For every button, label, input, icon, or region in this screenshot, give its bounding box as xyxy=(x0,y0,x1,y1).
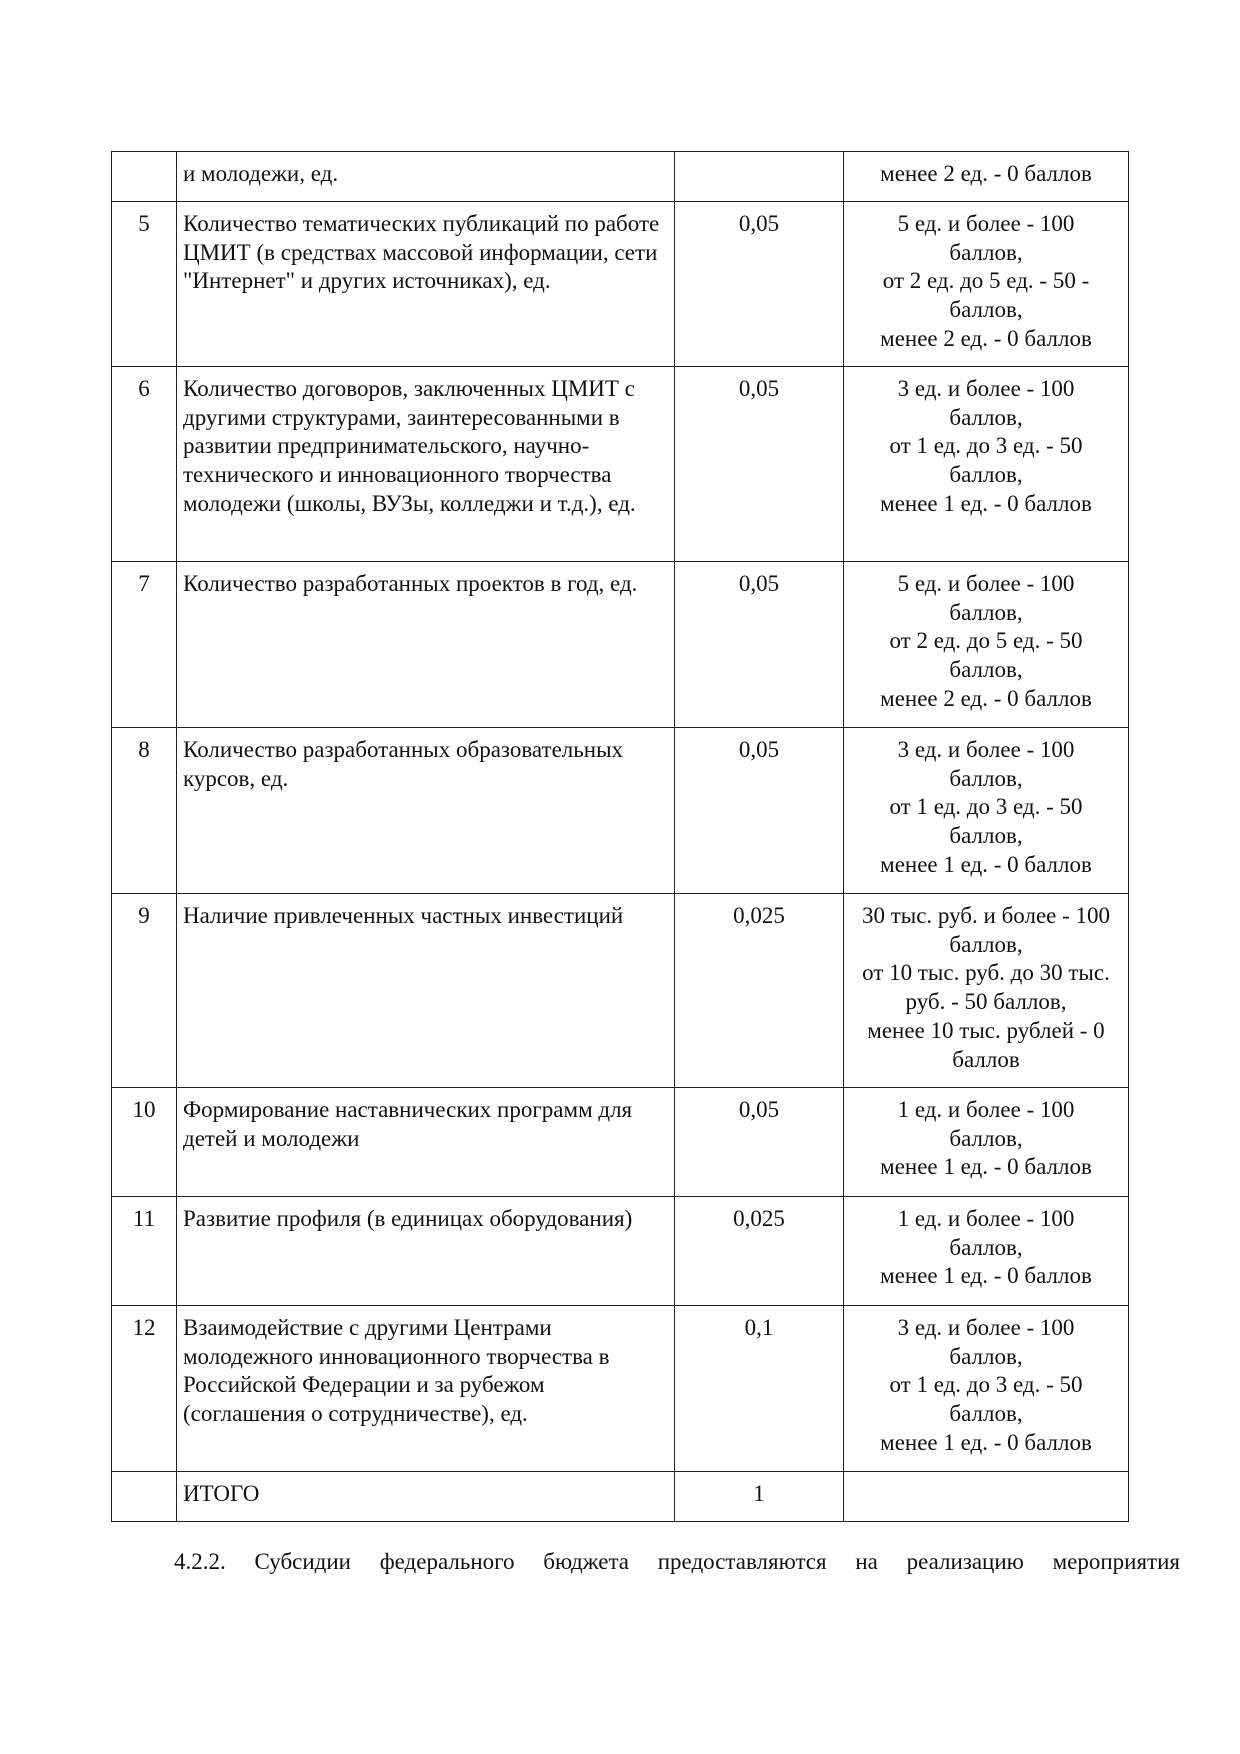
criteria-line: 1 ед. и более - 100 xyxy=(897,1206,1075,1231)
row-criteria xyxy=(844,152,1129,202)
criteria-line: 30 тыс. руб. и более - 100 xyxy=(861,903,1111,928)
row-weight: 1 xyxy=(675,1472,844,1522)
row-description: и молодежи, ед. xyxy=(177,152,675,202)
row-weight: 0,025 xyxy=(675,894,844,1088)
row-criteria xyxy=(844,894,1129,1088)
row-weight: 0,05 xyxy=(675,728,844,894)
criteria-line: 5 ед. и более - 100 xyxy=(897,211,1075,236)
criteria-line: баллов, xyxy=(949,765,1023,791)
row-number xyxy=(112,152,177,202)
criteria-line: 5 ед. и более - 100 xyxy=(897,571,1075,596)
row-criteria xyxy=(844,728,1129,894)
criteria-line: от 10 тыс. руб. до 30 тыс. xyxy=(862,960,1110,986)
criteria-line: от 1 ед. до 3 ед. - 50 xyxy=(889,794,1083,820)
row-criteria xyxy=(844,1306,1129,1472)
row-criteria xyxy=(844,1472,1129,1522)
criteria-table xyxy=(111,151,1129,1522)
criteria-line: баллов, xyxy=(949,931,1023,957)
criteria-line: 3 ед. и более - 100 xyxy=(897,737,1075,762)
table-row xyxy=(112,562,1129,728)
criteria-line: от 1 ед. до 3 ед. - 50 xyxy=(889,1372,1083,1398)
criteria-line: баллов, xyxy=(949,404,1023,430)
row-number: 12 xyxy=(112,1306,177,1472)
criteria-line: руб. - 50 баллов, xyxy=(905,989,1067,1015)
criteria-line: от 2 ед. до 5 ед. - 50 - xyxy=(882,268,1090,294)
criteria-line: менее 10 тыс. рублей - 0 xyxy=(867,1017,1105,1043)
criteria-line: менее 1 ед. - 0 баллов xyxy=(880,1429,1092,1455)
criteria-line: баллов xyxy=(952,1046,1020,1072)
row-description: Количество разработанных проектов в год, ед. xyxy=(177,562,675,728)
row-weight: 0,05 xyxy=(675,1088,844,1197)
row-number: 9 xyxy=(112,894,177,1088)
row-number: 7 xyxy=(112,562,177,728)
criteria-line: менее 2 ед. - 0 баллов xyxy=(880,685,1092,711)
criteria-line: баллов, xyxy=(949,1401,1023,1427)
table-row xyxy=(112,367,1129,562)
row-criteria xyxy=(844,1197,1129,1306)
criteria-line: менее 1 ед. - 0 баллов xyxy=(880,1154,1092,1180)
criteria-line: баллов, xyxy=(949,297,1023,323)
paragraph-4-2-2: 4.2.2. Субсидии федерального бюджета предоставляются на реализацию мероприятия xyxy=(174,1549,1180,1574)
row-weight: 0,05 xyxy=(675,202,844,367)
row-criteria xyxy=(844,367,1129,562)
row-number: 6 xyxy=(112,367,177,562)
row-criteria xyxy=(844,1088,1129,1197)
row-weight: 0,025 xyxy=(675,1197,844,1306)
row-number: 11 xyxy=(112,1197,177,1306)
row-criteria xyxy=(844,202,1129,367)
criteria-line: баллов, xyxy=(949,462,1023,488)
criteria-line: баллов, xyxy=(949,1343,1023,1369)
criteria-line: 3 ед. и более - 100 xyxy=(897,376,1075,401)
table-row xyxy=(112,202,1129,367)
table-row xyxy=(112,1472,1129,1522)
criteria-line: менее 1 ед. - 0 баллов xyxy=(880,490,1092,516)
criteria-line: 3 ед. и более - 100 xyxy=(897,1315,1075,1340)
criteria-line: баллов, xyxy=(949,1234,1023,1260)
row-description: ИТОГО xyxy=(177,1472,675,1522)
criteria-line: баллов, xyxy=(949,823,1023,849)
table-row xyxy=(112,728,1129,894)
row-weight: 0,05 xyxy=(675,562,844,728)
criteria-line: менее 1 ед. - 0 баллов xyxy=(880,1263,1092,1289)
criteria-line: баллов, xyxy=(949,239,1023,265)
table-row xyxy=(112,1197,1129,1306)
table-row xyxy=(112,894,1129,1088)
row-description: Количество договоров, заключенных ЦМИТ с другими структурами, заинтересованными в развитии предпринимательского, научно-технического и инновационного творчества молодежи (школы, ВУЗы, колледжи и т.д.), ед. xyxy=(177,367,675,562)
table-row xyxy=(112,1088,1129,1197)
criteria-line: баллов, xyxy=(949,1125,1023,1151)
row-weight: 0,1 xyxy=(675,1306,844,1472)
row-weight: 0,05 xyxy=(675,367,844,562)
row-description: Формирование наставнических программ для детей и молодежи xyxy=(177,1088,675,1197)
row-number: 8 xyxy=(112,728,177,894)
criteria-line: менее 2 ед. - 0 баллов xyxy=(880,325,1092,351)
criteria-line: от 2 ед. до 5 ед. - 50 xyxy=(889,628,1083,654)
row-number: 5 xyxy=(112,202,177,367)
row-number: 10 xyxy=(112,1088,177,1197)
row-description: Количество разработанных образовательных курсов, ед. xyxy=(177,728,675,894)
criteria-line: баллов, xyxy=(949,599,1023,625)
row-criteria xyxy=(844,562,1129,728)
criteria-line: от 1 ед. до 3 ед. - 50 xyxy=(889,433,1083,459)
criteria-line: 1 ед. и более - 100 xyxy=(897,1097,1075,1122)
row-description: Развитие профиля (в единицах оборудования) xyxy=(177,1197,675,1306)
table-row xyxy=(112,1306,1129,1472)
row-weight xyxy=(675,152,844,202)
row-description: Взаимодействие с другими Центрами молодежного инновационного творчества в Российской Федерации и за рубежом (соглашения о сотрудничестве), ед. xyxy=(177,1306,675,1472)
criteria-line: менее 2 ед. - 0 баллов xyxy=(880,161,1092,186)
table-row xyxy=(112,152,1129,202)
row-description: Количество тематических публикаций по работе ЦМИТ (в средствах массовой информации, сети "Интернет" и других источниках), ед. xyxy=(177,202,675,367)
row-description: Наличие привлеченных частных инвестиций xyxy=(177,894,675,1088)
row-number xyxy=(112,1472,177,1522)
criteria-line: баллов, xyxy=(949,657,1023,683)
criteria-line: менее 1 ед. - 0 баллов xyxy=(880,851,1092,877)
